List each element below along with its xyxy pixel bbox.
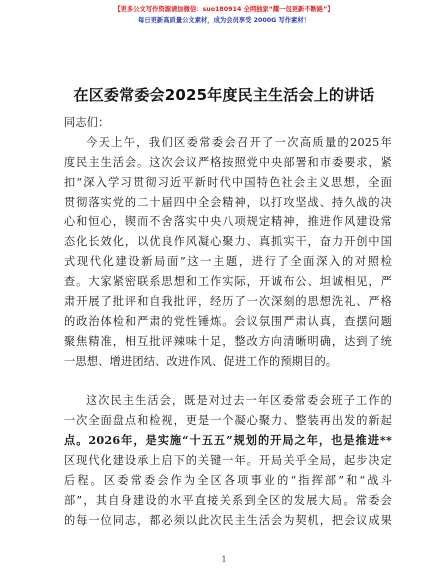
promo-banner-top: 【更多公文写作资源请加微信：suo180914 全网独家“耀一包更新不断路”】 — [114, 6, 334, 13]
paragraph-1-line: 态化长效化，以优良作风凝心聚力、真抓实干，奋力开创中国 — [64, 235, 392, 249]
paragraph-2-line: 部”，其自身建设的水平直接关系到全区的发展大局。常委会 — [64, 493, 392, 507]
paragraph-2-line: 区现代化建设承上启下的关键一年。开局关乎全局，起步决定 — [64, 454, 392, 468]
paragraph-2-line: 后程。区委常委会作为全区各项事业的“指挥部”和“战斗 — [64, 474, 392, 488]
paragraph-1-line: 度民主生活会。这次会议严格按照党中央部署和市委要求，紧 — [64, 155, 392, 169]
paragraph-2-line: 这次民主生活会，既是对过去一年区委常委会班子工作的 — [86, 394, 392, 408]
promo-banner-subtitle: 每日更新高质量公文素材，成为会员享受 2000G 写作素材！ — [138, 17, 310, 24]
paragraph-1-line: 的政治体检和严肃的党性锤炼。会议氛围严肃认真，查摆问题 — [64, 314, 392, 328]
paragraph-2-line: 的每一位同志，都必须以此次民主生活会为契机，把会议成果 — [64, 513, 392, 527]
paragraph-1-line: 贯彻落实党的二十届四中全会精神，以打攻坚战、持久战的决 — [64, 195, 392, 209]
paragraph-1-line: 式现代化建设新局面”这一主题，进行了全面深入的对照检 — [64, 255, 392, 269]
paragraph-1-line: 今天上午，我们区委常委会召开了一次高质量的2025年 — [86, 135, 392, 149]
paragraph-2-line: 一次全面盘点和检视，更是一个凝心聚力、整装再出发的新起 — [64, 414, 392, 428]
greeting: 同志们： — [64, 116, 110, 129]
paragraph-gap — [64, 372, 392, 392]
document-body — [64, 113, 392, 531]
paragraph-2-line-bold: 点。2026年，是实施“十五五”规划的开局之年，也是推进** — [64, 433, 392, 448]
paragraph-1-line: 肃开展了批评和自我批评，经历了一次深刻的思想洗礼、严格 — [64, 295, 392, 309]
paragraph-1-line: 心和恒心，锲而不舍落实中央八项规定精神，推进作风建设常 — [64, 215, 392, 229]
paragraph-1-line: 一思想、增进团结、改进作风、促进工作的预期目的。 — [64, 354, 338, 368]
paragraph-1-line: 扣“深入学习贯彻习近平新时代中国特色社会主义思想，全面 — [64, 175, 392, 189]
paragraph-1-line: 聚焦精准，相互批评辣味十足，整改方向清晰明确，达到了统 — [64, 334, 392, 348]
document-title: 在区委常委会2025年度民主生活会上的讲话 — [73, 86, 375, 104]
page-number: 1 — [221, 555, 227, 564]
paragraph-1-line: 查。大家紧密联系思想和工作实际，开诚布公、坦诚相见，严 — [64, 275, 392, 289]
